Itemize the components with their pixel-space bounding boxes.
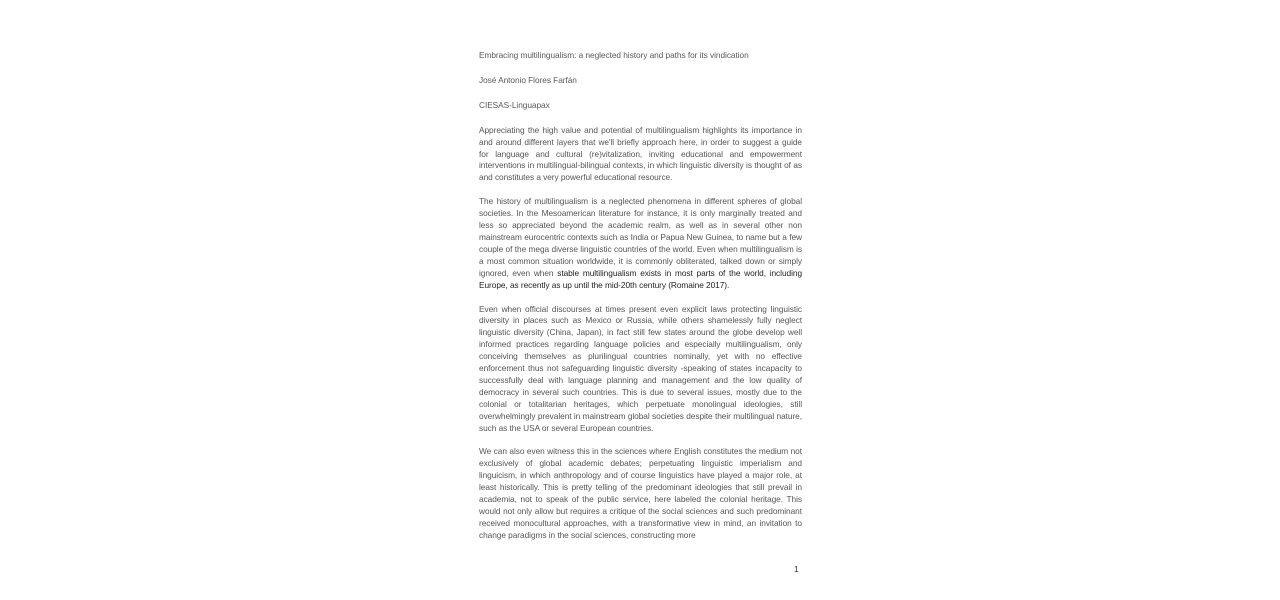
document-title: Embracing multilingualism: a neglected history and paths for its vindication [479,50,749,60]
author-name: José Antonio Flores Farfán [479,74,577,85]
paragraph-2 [479,196,802,291]
page-number: 1 [794,564,799,574]
paragraph-2-emphasis: stable multilingualism exists in most parts of the world, including Europe, as recently as up until the mid-20th century (Romaine 2017). [479,267,803,290]
paragraph-2-text: The history of multilingualism is a neglected phenomena in different spheres of global societies. In the Mesoamerican literature for instance, it is only marginally treated and less so appreciated beyond the academic realm, as well as in several other non mainstream eurocentric contexts such as India or Papua New Guinea, to name but a few couple of the mega diverse linguistic countries of the world. Even when multilingualism is a most common situation worldwide, it is commonly obliterated, talked down or simply ignored, even when [479,196,802,278]
paragraph-4: We can also even witness this in the sciences where English constitutes the medium not exclusively of global academic debates; perpetuating linguistic imperialism and linguicism, in which anthropology and of course linguistics have played a major role, at least historically. This is pretty telling of the predominant ideologies that still prevail in academia, not to speak of the public service, here labeled the colonial heritage. This would not only allow but requires a critique of the social sciences and such predominant received monocultural approaches, with a transformative view in mind, an invitation to change paradigms in the social sciences, constructing more [479,446,802,540]
author-affiliation: CIESAS-Linguapax [479,99,550,110]
paragraph-1: Appreciating the high value and potential of multilingualism highlights its importance in and around different layers that we'll briefly approach here, in order to suggest a guide for language and cultural (re)vitalization, inviting educational and empowerment interventions in multilingual-bilingual contexts, in which linguistic diversity is thought of as and constitutes a very powerful educational resource. [479,124,802,183]
document-body [479,50,802,554]
paragraph-3: Even when official discourses at times present even explicit laws protecting linguistic diversity in places such as Mexico or Russia, while others shamelessly fully neglect linguistic diversity (China, Japan), in fact still few states around the globe develop well informed practices regarding language policies and especially multilingualism, only conceiving themselves as plurilingual countries nominally, yet with no effective enforcement thus not safeguarding linguistic diversity -speaking of states incapacity to successfully deal with language planning and management and the low quality of democracy in several such countries. This is due to several issues, mostly due to the colonial or totalitarian heritages, which perpetuate monolingual ideologies, still overwhelmingly prevalent in mainstream global societies despite their multilingual nature, such as the USA or several European countries. [479,303,802,433]
